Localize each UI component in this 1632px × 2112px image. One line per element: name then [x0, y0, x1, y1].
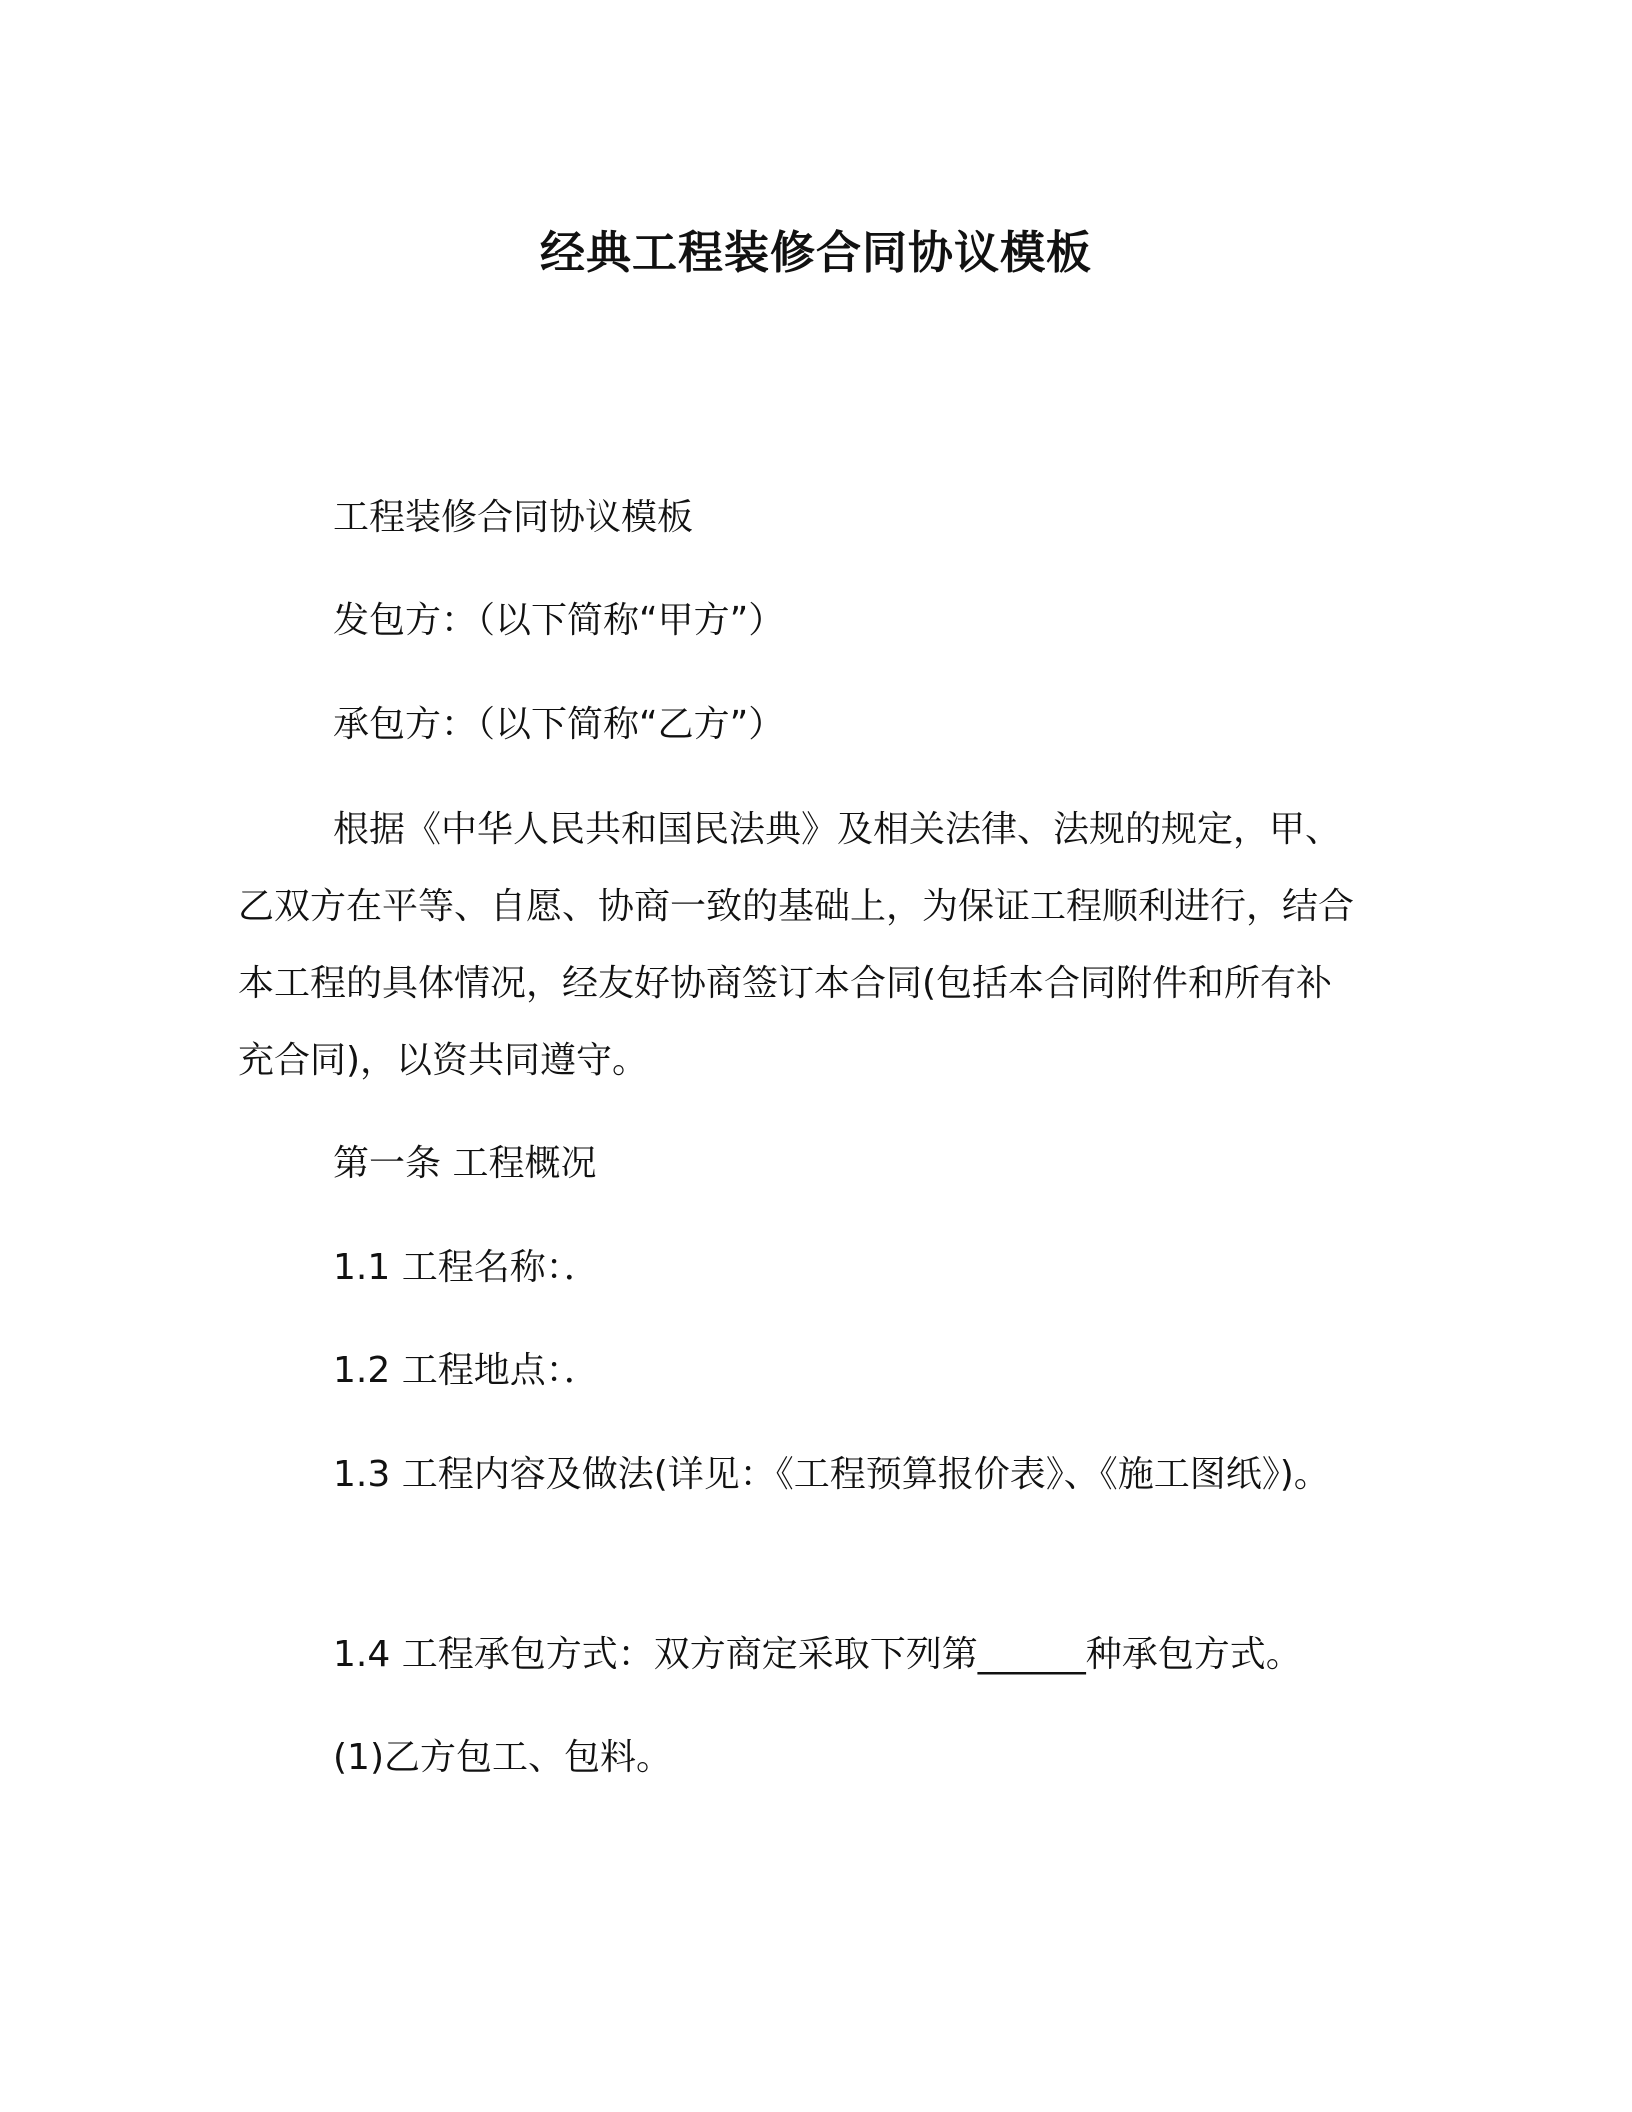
item-1-4-contract-method: 1.4 工程承包方式：双方商定采取下列第______种承包方式。 [333, 1634, 1302, 1675]
document-title: 经典工程装修合同协议模板 [539, 226, 1092, 279]
contractor-line: 承包方：（以下简称“乙方”） [333, 704, 785, 745]
contract-subtitle: 工程装修合同协议模板 [333, 497, 694, 538]
item-1-3-project-content: 1.3 工程内容及做法(详见：《工程预算报价表》、《施工图纸》)。 [333, 1454, 1330, 1495]
item-1-4-option-1: (1)乙方包工、包料。 [333, 1737, 672, 1778]
article-1-heading: 第一条 工程概况 [333, 1143, 597, 1184]
item-1-1-project-name: 1.1 工程名称：． [333, 1247, 600, 1288]
item-1-2-project-location: 1.2 工程地点：． [333, 1350, 600, 1391]
employer-line: 发包方：（以下简称“甲方”） [333, 600, 785, 641]
preamble-paragraph: 根据《中华人民共和国民法典》及相关法律、法规的规定，甲、乙双方在平等、自愿、协商一致的基础上，为保证工程顺利进行，结合本工程的具体情况，经友好协商签订本合同(包括本合同附件和所有补充合同)，以资共同遵守。 [238, 809, 1355, 1081]
